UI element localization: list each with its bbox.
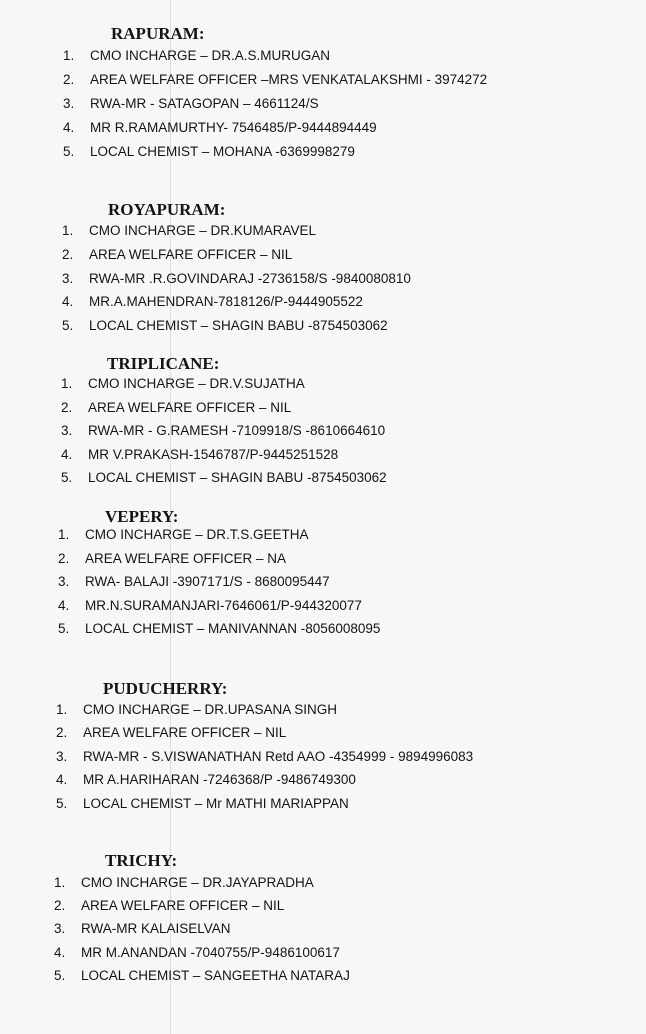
item-number: 1. xyxy=(61,376,73,391)
item-number: 4. xyxy=(54,945,66,960)
item-text: RWA-MR KALAISELVAN xyxy=(81,921,231,936)
item-number: 2. xyxy=(58,551,70,566)
item-number: 1. xyxy=(58,527,70,542)
item-number: 4. xyxy=(61,447,73,462)
item-number: 1. xyxy=(62,223,74,238)
item-number: 3. xyxy=(63,96,75,111)
item-text: LOCAL CHEMIST – SANGEETHA NATARAJ xyxy=(81,968,350,983)
item-number: 5. xyxy=(58,621,70,636)
item-text: LOCAL CHEMIST – SHAGIN BABU -8754503062 xyxy=(88,470,387,485)
item-text: AREA WELFARE OFFICER – NIL xyxy=(88,400,292,415)
item-number: 5. xyxy=(56,796,68,811)
item-text: CMO INCHARGE – DR.KUMARAVEL xyxy=(89,223,317,238)
item-text: MR M.ANANDAN -7040755/P-9486100617 xyxy=(81,945,340,960)
item-number: 3. xyxy=(58,574,70,589)
item-text: RWA-MR - SATAGOPAN – 4661124/S xyxy=(90,96,319,111)
item-text: CMO INCHARGE – DR.T.S.GEETHA xyxy=(85,527,309,542)
item-text: MR A.HARIHARAN -7246368/P -9486749300 xyxy=(83,772,356,787)
item-text: RWA-MR .R.GOVINDARAJ -2736158/S -9840080810 xyxy=(89,271,411,286)
item-text: LOCAL CHEMIST – SHAGIN BABU -8754503062 xyxy=(89,318,388,333)
item-text: CMO INCHARGE – DR.UPASANA SINGH xyxy=(83,702,338,717)
item-number: 4. xyxy=(62,294,74,309)
item-text: RWA- BALAJI -3907171/S - 8680095447 xyxy=(85,574,330,589)
item-text: CMO INCHARGE – DR.A.S.MURUGAN xyxy=(90,48,331,63)
item-text: AREA WELFARE OFFICER – NIL xyxy=(89,247,293,262)
item-number: 4. xyxy=(58,598,70,613)
section-heading: TRIPLICANE: xyxy=(107,354,220,373)
item-text: AREA WELFARE OFFICER – NIL xyxy=(81,898,285,913)
item-text: MR R.RAMAMURTHY- 7546485/P-9444894449 xyxy=(90,120,377,135)
item-text: LOCAL CHEMIST – MANIVANNAN -8056008095 xyxy=(85,621,381,636)
item-number: 1. xyxy=(56,702,68,717)
item-number: 3. xyxy=(54,921,66,936)
item-number: 4. xyxy=(56,772,68,787)
item-number: 5. xyxy=(54,968,66,983)
section-heading: VEPERY: xyxy=(105,507,179,526)
section-heading: TRICHY: xyxy=(105,851,178,870)
section-heading: RAPURAM: xyxy=(111,24,205,43)
item-text: RWA-MR - S.VISWANATHAN Retd AAO -4354999 - 9894996083 xyxy=(83,749,474,764)
item-text: AREA WELFARE OFFICER – NA xyxy=(85,551,287,566)
item-text: LOCAL CHEMIST – Mr MATHI MARIAPPAN xyxy=(83,796,349,811)
item-number: 2. xyxy=(62,247,74,262)
item-number: 3. xyxy=(61,423,73,438)
item-number: 3. xyxy=(56,749,68,764)
item-number: 2. xyxy=(61,400,73,415)
item-text: RWA-MR - G.RAMESH -7109918/S -8610664610 xyxy=(88,423,386,438)
item-number: 2. xyxy=(54,898,66,913)
item-text: CMO INCHARGE – DR.JAYAPRADHA xyxy=(81,875,314,890)
item-number: 1. xyxy=(63,48,75,63)
item-number: 1. xyxy=(54,875,66,890)
section-heading: ROYAPURAM: xyxy=(108,200,226,219)
item-number: 5. xyxy=(63,144,75,159)
item-text: MR.A.MAHENDRAN-7818126/P-9444905522 xyxy=(89,294,363,309)
item-text: AREA WELFARE OFFICER –MRS VENKATALAKSHMI - 3974272 xyxy=(90,72,488,87)
item-number: 4. xyxy=(63,120,75,135)
item-number: 5. xyxy=(62,318,74,333)
item-number: 5. xyxy=(61,470,73,485)
section-heading: PUDUCHERRY: xyxy=(103,679,228,698)
item-text: AREA WELFARE OFFICER – NIL xyxy=(83,725,287,740)
item-number: 2. xyxy=(63,72,75,87)
item-number: 2. xyxy=(56,725,68,740)
item-text: CMO INCHARGE – DR.V.SUJATHA xyxy=(88,376,305,391)
item-number: 3. xyxy=(62,271,74,286)
item-text: MR.N.SURAMANJARI-7646061/P-944320077 xyxy=(85,598,362,613)
item-text: MR V.PRAKASH-1546787/P-9445251528 xyxy=(88,447,339,462)
item-text: LOCAL CHEMIST – MOHANA -6369998279 xyxy=(90,144,355,159)
